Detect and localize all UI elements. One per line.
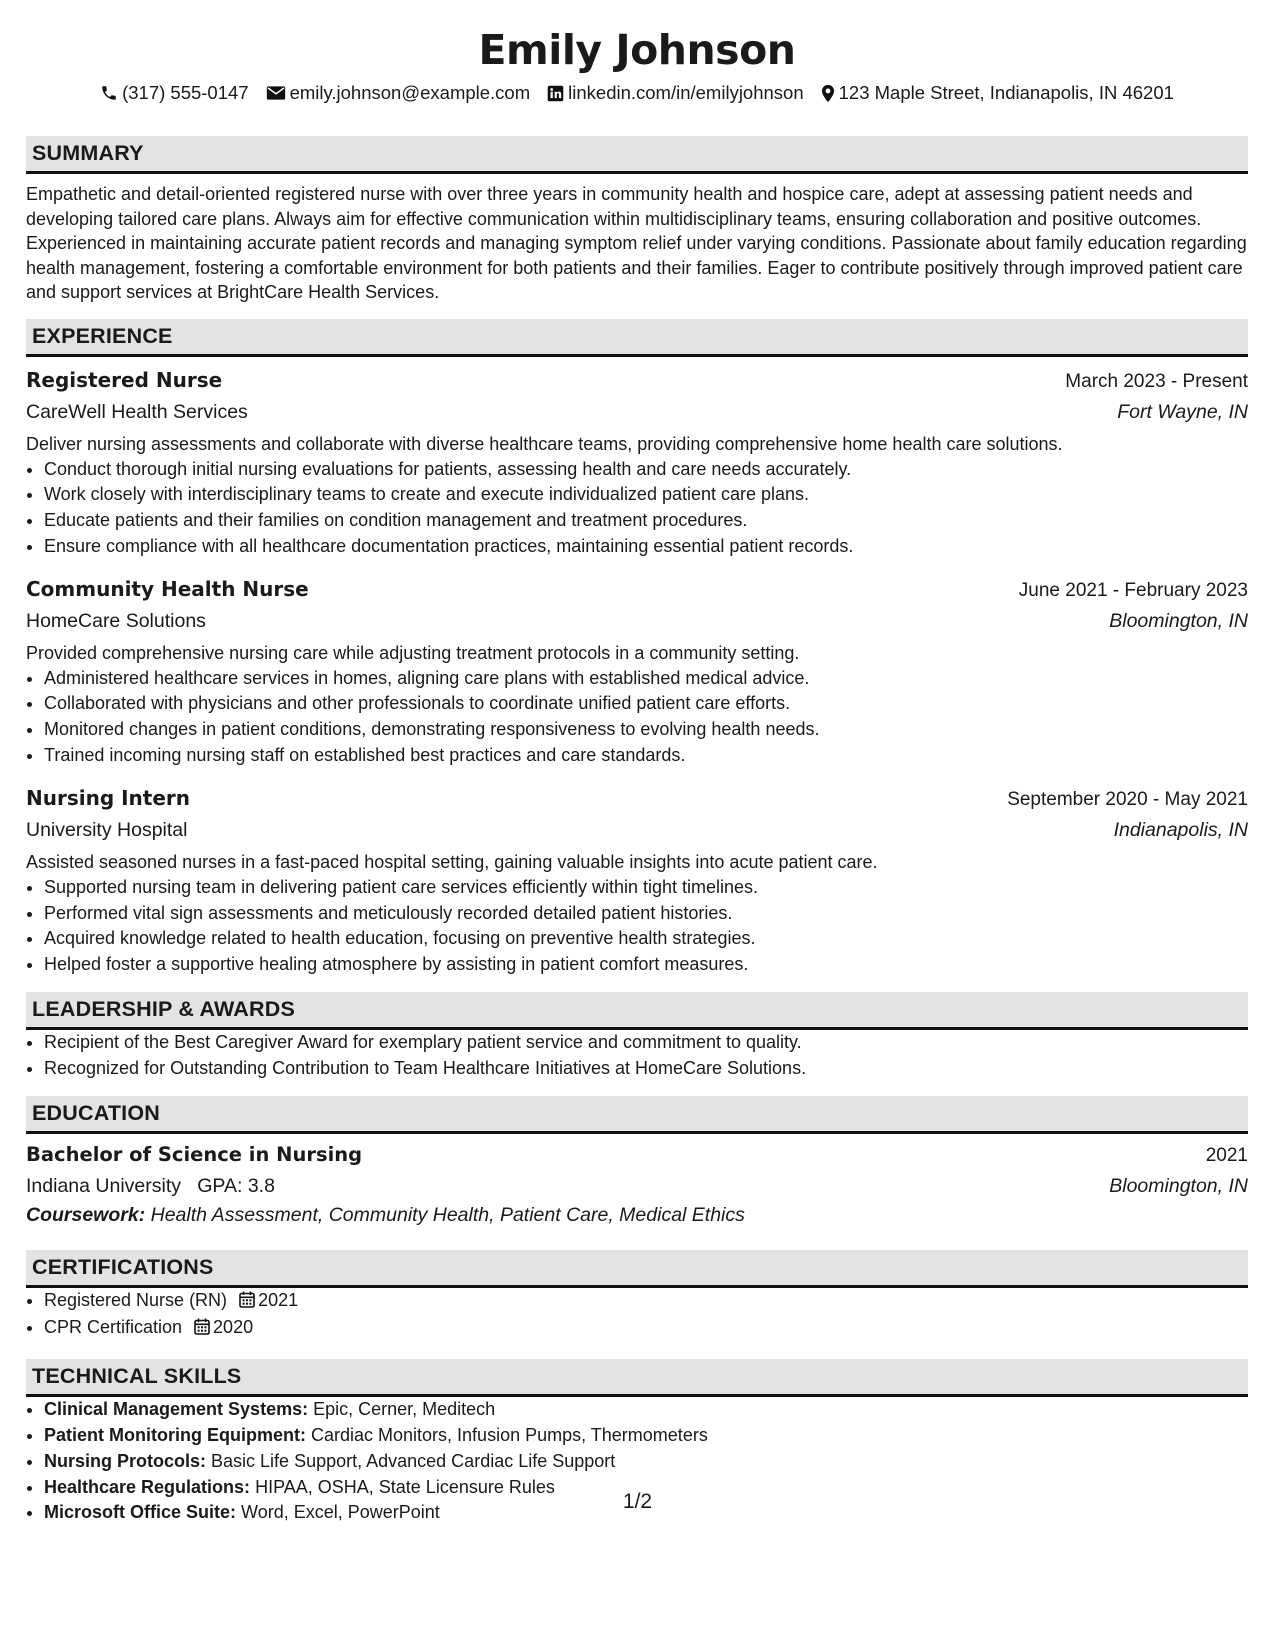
gpa: GPA: 3.8 bbox=[197, 1174, 275, 1197]
skill-category: Nursing Protocols: bbox=[44, 1450, 207, 1471]
job-bullet: • Supported nursing team in delivering patient care services efficiently within tight timelines. bbox=[44, 875, 1248, 901]
degree: Bachelor of Science in Nursing bbox=[26, 1142, 363, 1166]
skill-category: Healthcare Regulations: bbox=[44, 1476, 251, 1497]
skill-category: Patient Monitoring Equipment: bbox=[44, 1425, 306, 1446]
job-location: Bloomington, IN bbox=[1109, 609, 1248, 632]
contact-address bbox=[821, 80, 1174, 106]
summary-paragraph: Empathetic and detail-oriented registered nurse with over three years in community health and hospice care, adept at assessing patient needs and developing tailored care plans. Always aim for effective communication within multidisciplinary teams, ensuring collaboration and positive outcomes. Experienced in maintaining accurate patient records and managing symptom relief under varying conditions. Passionate about family education regarding health management, fostering a comfortable environment for both patients and their families. Eager to contribute positively through improved patient care and support services at BrightCare Health Services. bbox=[26, 184, 1247, 302]
certifications-list bbox=[26, 1288, 1248, 1344]
linkedin-icon bbox=[547, 85, 564, 102]
address-text: 123 Maple Street, Indianapolis, IN 46201 bbox=[838, 82, 1174, 103]
resume-page bbox=[26, 0, 1248, 1526]
job-description: Provided comprehensive nursing care while adjusting treatment protocols in a community setting. bbox=[26, 642, 800, 663]
job-company: University Hospital bbox=[26, 818, 188, 841]
calendar-icon bbox=[194, 1317, 210, 1343]
page-number: 1/2 bbox=[622, 1490, 653, 1513]
job-bullets bbox=[26, 457, 1248, 560]
skill-category: Microsoft Office Suite: bbox=[44, 1502, 237, 1523]
skill-values: HIPAA, OSHA, State Licensure Rules bbox=[255, 1476, 555, 1497]
job-company: HomeCare Solutions bbox=[26, 609, 206, 632]
leadership-header: LEADERSHIP & AWARDS bbox=[26, 992, 1248, 1030]
skills-header: TECHNICAL SKILLS bbox=[26, 1359, 1248, 1397]
linkedin-link[interactable]: linkedin.com/in/emilyjohnson bbox=[568, 82, 804, 103]
email-link[interactable]: emily.johnson@example.com bbox=[289, 82, 531, 103]
skill-values: Epic, Cerner, Meditech bbox=[313, 1399, 496, 1420]
job-bullet: • Collaborated with physicians and other professionals to coordinate unified patient care efforts. bbox=[44, 691, 1248, 717]
school-name: Indiana University bbox=[26, 1174, 181, 1197]
job-bullet: • Administered healthcare services in homes, aligning care plans with established medical advice. bbox=[44, 666, 1248, 692]
job-bullet: • Work closely with interdisciplinary teams to create and execute individualized patient care plans. bbox=[44, 482, 1248, 508]
job-title: Registered Nurse bbox=[26, 367, 223, 392]
skill-values: Basic Life Support, Advanced Cardiac Life Support bbox=[211, 1450, 616, 1471]
award-item: • Recognized for Outstanding Contribution to Team Healthcare Initiatives at HomeCare Solutions. bbox=[44, 1056, 1248, 1082]
map-pin-icon bbox=[821, 84, 835, 103]
award-item: • Recipient of the Best Caregiver Award for exemplary patient service and commitment to quality. bbox=[44, 1030, 1248, 1056]
skill-item bbox=[44, 1449, 1248, 1475]
certification-year: 2021 bbox=[258, 1289, 299, 1310]
job-entry bbox=[26, 365, 1248, 560]
graduation-year: 2021 bbox=[1205, 1144, 1248, 1166]
experience-header: EXPERIENCE bbox=[26, 319, 1248, 357]
job-entry bbox=[26, 574, 1248, 769]
job-bullets bbox=[26, 666, 1248, 769]
job-dates: September 2020 - May 2021 bbox=[1007, 788, 1248, 810]
job-bullet: • Helped foster a supportive healing atmosphere by assisting in patient comfort measures. bbox=[44, 952, 1248, 978]
skill-item bbox=[44, 1423, 1248, 1449]
job-description: Assisted seasoned nurses in a fast-paced hospital setting, gaining valuable insights into acute patient care. bbox=[26, 851, 878, 872]
contact-phone bbox=[100, 80, 249, 106]
education-entry bbox=[26, 1140, 1248, 1230]
certification-item bbox=[44, 1288, 1248, 1316]
summary-header: SUMMARY bbox=[26, 136, 1248, 174]
education-header: EDUCATION bbox=[26, 1096, 1248, 1134]
certification-year: 2020 bbox=[213, 1317, 254, 1338]
job-location: Fort Wayne, IN bbox=[1117, 400, 1248, 423]
job-bullet: • Performed vital sign assessments and meticulously recorded detailed patient histories. bbox=[44, 901, 1248, 927]
job-title: Nursing Intern bbox=[26, 785, 191, 810]
envelope-icon bbox=[266, 85, 286, 101]
contact-linkedin[interactable] bbox=[547, 80, 803, 106]
job-bullets bbox=[26, 875, 1248, 978]
coursework-label: Coursework: bbox=[26, 1203, 146, 1226]
job-bullet: • Trained incoming nursing staff on established best practices and care standards. bbox=[44, 743, 1248, 769]
job-company: CareWell Health Services bbox=[26, 400, 248, 423]
school-line bbox=[26, 1171, 275, 1201]
job-location: Indianapolis, IN bbox=[1113, 818, 1248, 841]
phone-icon bbox=[100, 84, 118, 102]
skill-values: Word, Excel, PowerPoint bbox=[241, 1502, 440, 1523]
calendar-icon bbox=[239, 1290, 255, 1316]
skill-item bbox=[44, 1397, 1248, 1423]
phone-text: (317) 555-0147 bbox=[122, 82, 249, 103]
job-title: Community Health Nurse bbox=[26, 576, 309, 601]
contact-bar bbox=[26, 80, 1248, 106]
coursework-list: Health Assessment, Community Health, Patient Care, Medical Ethics bbox=[150, 1203, 745, 1226]
job-entry bbox=[26, 783, 1248, 978]
job-bullet: • Conduct thorough initial nursing evaluations for patients, assessing health and care needs accurately. bbox=[44, 457, 1248, 483]
job-bullet: • Educate patients and their families on condition management and treatment procedures. bbox=[44, 508, 1248, 534]
leadership-list bbox=[26, 1030, 1248, 1082]
certification-name: CPR Certification bbox=[44, 1317, 183, 1338]
candidate-name: Emily Johnson bbox=[478, 26, 796, 74]
job-bullet: • Acquired knowledge related to health education, focusing on preventive health strategies. bbox=[44, 926, 1248, 952]
job-bullet: • Ensure compliance with all healthcare documentation practices, maintaining essential patient records. bbox=[44, 534, 1248, 560]
skill-category: Clinical Management Systems: bbox=[44, 1399, 309, 1420]
coursework bbox=[26, 1201, 1248, 1230]
contact-email[interactable] bbox=[266, 80, 531, 106]
certification-item bbox=[44, 1315, 1248, 1343]
school-location: Bloomington, IN bbox=[1109, 1174, 1248, 1197]
job-bullet: • Monitored changes in patient conditions, demonstrating responsiveness to evolving health needs. bbox=[44, 717, 1248, 743]
job-dates: March 2023 - Present bbox=[1065, 370, 1248, 392]
job-description: Deliver nursing assessments and collaborate with diverse healthcare teams, providing comprehensive home health care solutions. bbox=[26, 433, 1063, 454]
job-dates: June 2021 - February 2023 bbox=[1018, 579, 1248, 601]
certifications-header: CERTIFICATIONS bbox=[26, 1250, 1248, 1288]
certification-name: Registered Nurse (RN) bbox=[44, 1289, 228, 1310]
skill-values: Cardiac Monitors, Infusion Pumps, Thermometers bbox=[311, 1425, 708, 1446]
